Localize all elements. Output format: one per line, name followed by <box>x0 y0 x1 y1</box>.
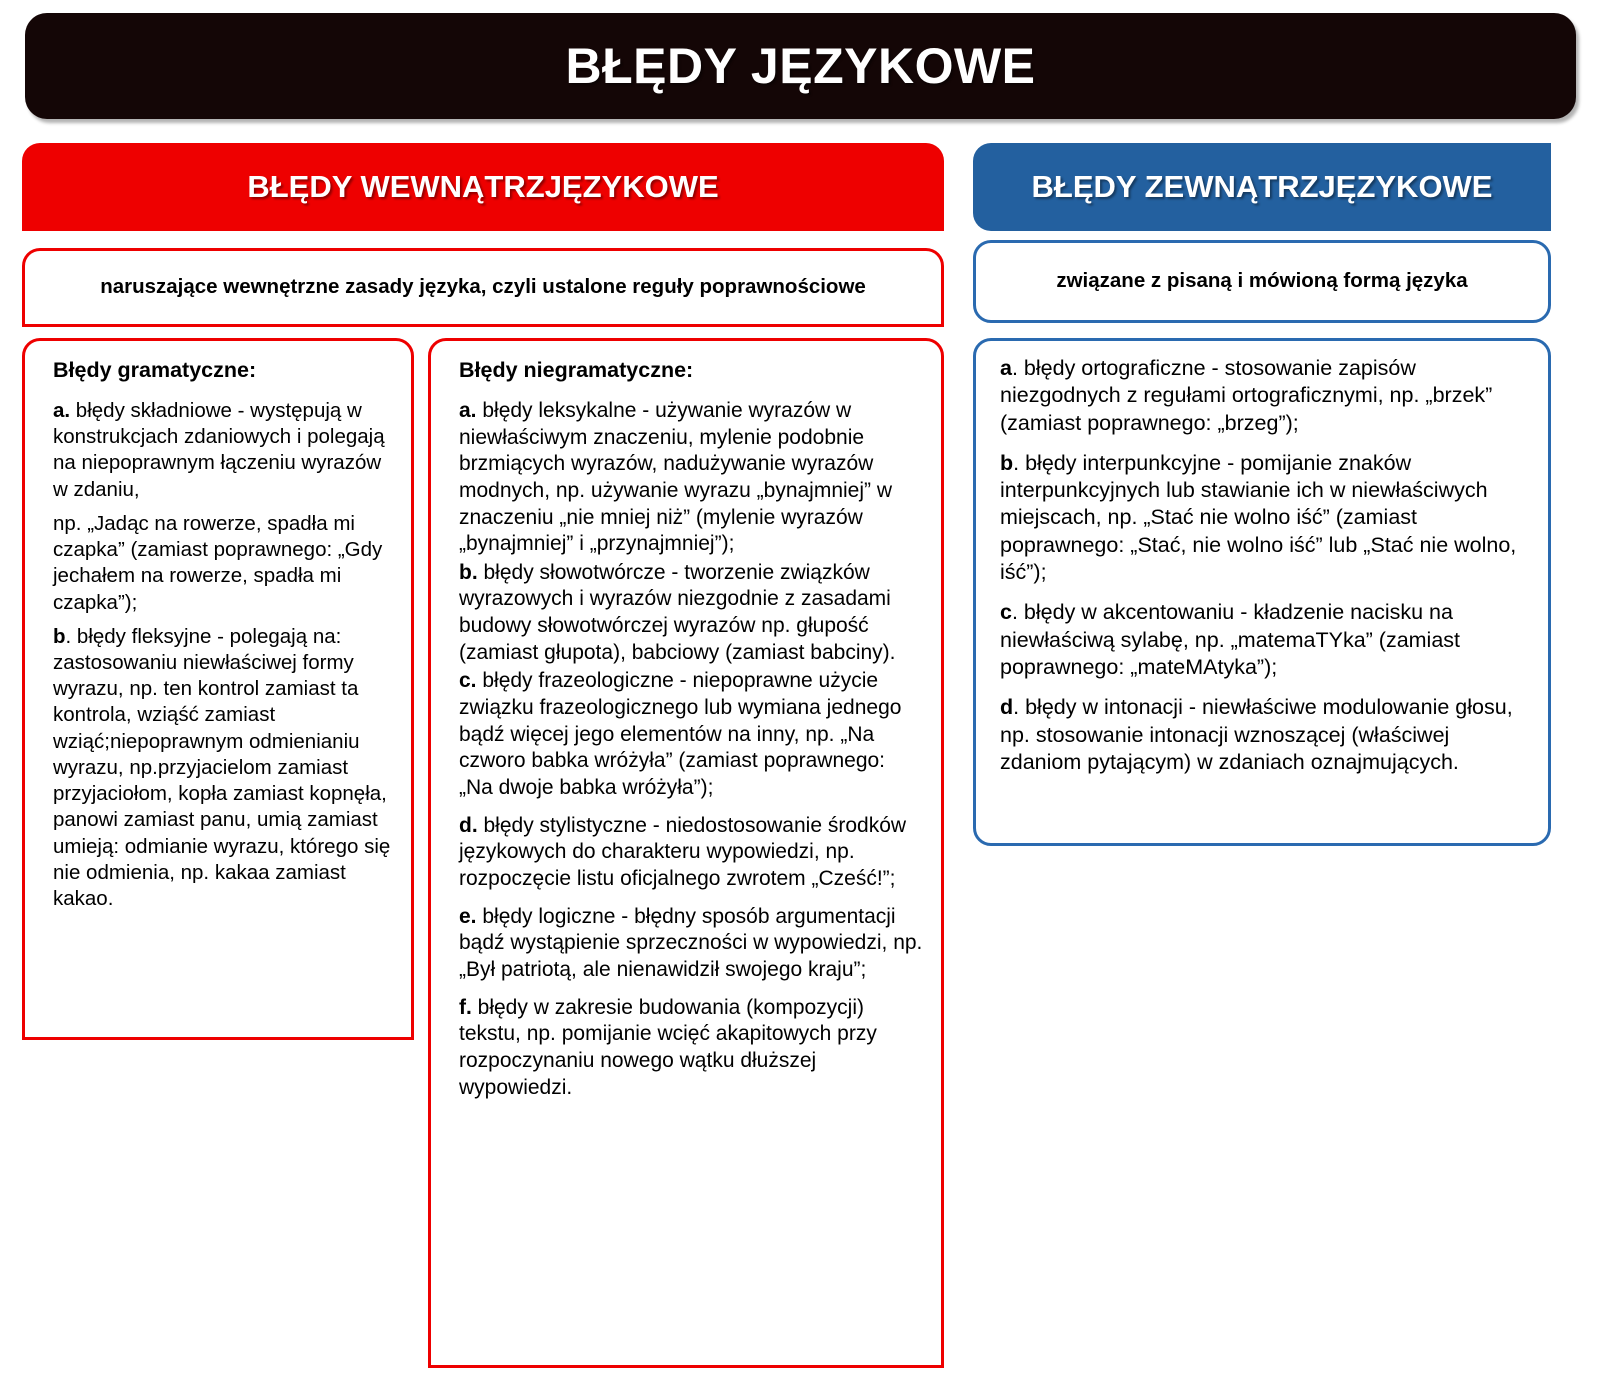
list-item <box>1000 355 1528 437</box>
card-grammatical-errors-heading: Błędy gramatyczne: <box>53 358 257 382</box>
list-item <box>53 398 393 503</box>
section-caption-external-errors <box>973 240 1551 323</box>
card-nongrammatical-errors-heading: Błędy niegramatyczne: <box>459 358 694 382</box>
list-item-marker: b <box>53 624 66 648</box>
list-item-text: błędy frazeologiczne - niepoprawne użycie związku frazeologicznego lub wymiana jednego bądź więcej jego elementów na inny, np. „Na czworo babka wróżyła” (zamiast poprawnego: „Na dwoje babka wróżyła”); <box>459 669 902 800</box>
list-item-marker: c <box>1000 600 1012 625</box>
list-item-text: . błędy ortograficzne - stosowanie zapisów niezgodnych z regułami ortograficznymi, np. „brzek” (zamiast poprawnego: „brzeg”); <box>1000 356 1493 435</box>
list-item <box>53 624 393 913</box>
list-item-marker: f. <box>459 995 472 1019</box>
list-item-text: . błędy w intonacji - niewłaściwe modulowanie głosu, np. stosowanie intonacji wznoszącej (właściwej zdaniom pytającym) w zdaniach oznajmujących. <box>1000 695 1513 774</box>
list-item <box>459 398 923 558</box>
list-item-text: . błędy interpunkcyjne - pomijanie znaków interpunkcyjnych lub stawianie ich w niewłaściwych miejscach, np. „Stać nie wolno iść” (zamiast poprawnego: „Stać, nie wolno iść” lub „Stać nie wolno, iść”); <box>1000 450 1517 585</box>
list-item <box>1000 599 1528 681</box>
card-external-errors <box>973 338 1551 846</box>
section-header-internal-errors <box>22 143 944 231</box>
list-item-marker: b <box>1000 450 1014 475</box>
list-item <box>1000 450 1528 586</box>
list-item-marker: d <box>1000 695 1014 720</box>
card-nongrammatical-errors <box>428 338 944 1368</box>
list-item-marker: e. <box>459 904 477 928</box>
list-item-marker: b. <box>459 560 478 584</box>
section-header-internal-errors-label: BŁĘDY WEWNĄTRZJĘZYKOWE <box>247 168 719 204</box>
list-item-text: błędy logiczne - błędny sposób argumentacji bądź wystąpienie sprzeczności w wypowiedzi, np. „Był patriotą, ale nienawidził swojego kraju”; <box>459 904 923 981</box>
section-header-external-errors <box>973 143 1551 231</box>
section-caption-internal-errors <box>22 248 944 327</box>
list-item-text: błędy stylistyczne - niedostosowanie środków językowych do charakteru wypowiedzi, np. rozpoczęcie listu oficjalnego zwrotem „Cześć!”; <box>459 813 907 891</box>
section-caption-internal-errors-label: naruszające wewnętrzne zasady języka, czyli ustalone reguły poprawnościowe <box>100 275 866 299</box>
list-item-marker: a <box>1000 356 1012 380</box>
list-item-text: błędy słowotwórcze - tworzenie związków wyrazowych i wyrazów niezgodnie z zasadami budowy słowotwórczej wyrazów np. głupość (zamiast głupota), babciowy (zamiast babciny). <box>459 560 896 664</box>
list-item <box>459 813 923 893</box>
list-item-text: np. „Jadąc na rowerze, spadła mi czapka” (zamiast poprawnego: „Gdy jechałem na rowerze, spadła mi czapka”); <box>53 511 383 614</box>
list-item-text: . błędy w akcentowaniu - kładzenie nacisku na niewłaściwą sylabę, np. „matemaTYka” (zamiast poprawnego: „mateMAtyka”); <box>1000 600 1461 679</box>
section-header-external-errors-label: BŁĘDY ZEWNĄTRZJĘZYKOWE <box>1031 168 1493 204</box>
list-item-text: błędy w zakresie budowania (kompozycji) tekstu, np. pomijanie wcięć akapitowych przy rozpoczynaniu nowego wątku dłuższej wypowiedzi. <box>459 995 877 1099</box>
list-item <box>459 560 923 667</box>
list-item <box>459 904 923 984</box>
list-item <box>459 668 923 801</box>
list-item-marker: c. <box>459 669 477 693</box>
list-item <box>459 995 923 1102</box>
page-title: BŁĘDY JĘZYKOWE <box>565 38 1036 94</box>
list-item <box>53 511 393 616</box>
list-item-marker: d. <box>459 813 478 837</box>
list-item-text: błędy składniowe - występują w konstrukcjach zdaniowych i polegają na niepoprawnym łączeniu wyrazów w zdaniu, <box>53 398 385 501</box>
page-title-bar <box>25 13 1576 119</box>
list-item-marker: a. <box>53 398 71 422</box>
list-item-marker: a. <box>459 398 477 422</box>
list-item-text: . błędy fleksyjne - polegają na: zastosowaniu niewłaściwej formy wyrazu, np. ten kontrol zamiast ta kontrola, wziąść zamiast wziąć;niepoprawnym odmienianiu wyrazu, np.przyjacielom zamiast przyjaciołom, kopła zamiast kopnęła, panowi zamiast panu, umią zamiast umieją: odmianie wyrazu, którego się nie odmienia, np. kakaa zamiast kakao. <box>53 624 391 911</box>
card-grammatical-errors <box>22 338 414 1040</box>
section-caption-external-errors-label: związane z pisaną i mówioną formą języka <box>1056 269 1468 293</box>
list-item <box>1000 694 1528 776</box>
list-item-text: błędy leksykalne - używanie wyrazów w niewłaściwym znaczeniu, mylenie podobnie brzmiących wyrazów, nadużywanie wyrazów modnych, np. używanie wyrazu „bynajmniej” w znaczeniu „nie mniej niż” (mylenie wyrazów „bynajmniej” i „przynajmniej”); <box>459 398 893 556</box>
